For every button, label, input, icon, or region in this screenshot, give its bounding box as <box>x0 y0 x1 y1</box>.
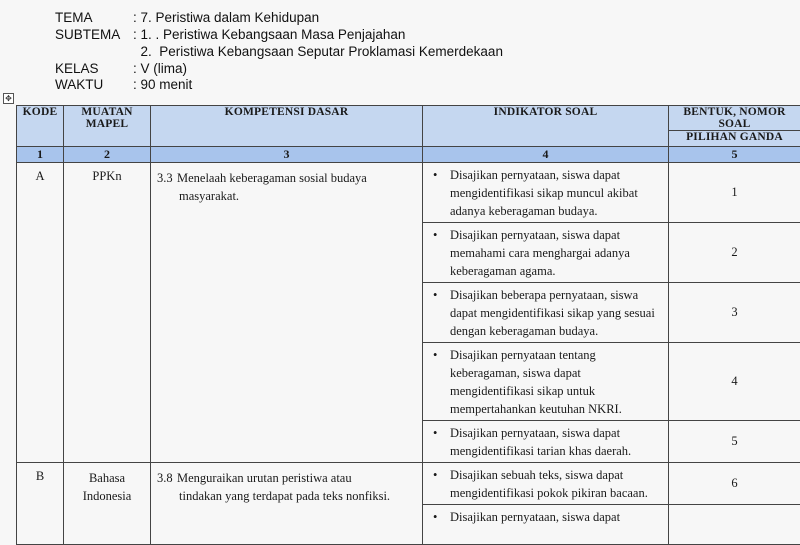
bullet-icon: • <box>433 424 437 442</box>
indikator-cell <box>423 163 669 223</box>
bullet-icon: • <box>433 166 437 184</box>
document-header <box>0 0 800 100</box>
bullet-icon: • <box>433 466 437 484</box>
kd-number: 3.8 <box>157 469 177 487</box>
nomor-soal-cell: 4 <box>669 343 800 421</box>
indikator-cell <box>423 343 669 421</box>
indikator-cell <box>423 223 669 283</box>
col-header-kompetensi: KOMPETENSI DASAR <box>151 106 423 147</box>
nomor-soal-cell: 3 <box>669 283 800 343</box>
col-header-indikator: INDIKATOR SOAL <box>423 106 669 147</box>
nomor-soal-cell: 6 <box>669 463 800 505</box>
kompetensi-cell <box>151 463 423 545</box>
indikator-text: Disajikan pernyataan tentang keberagaman, siswa dapat mengidentifikasi sikap untuk mempertahankan keutuhan NKRI. <box>450 348 622 416</box>
column-number-row <box>17 147 800 163</box>
header-label: KELAS <box>55 61 99 76</box>
indikator-text: Disajikan pernyataan, siswa dapat memahami cara menghargai adanya keberagaman agama. <box>450 228 630 278</box>
header-value: : 7. Peristiwa dalam Kehidupan <box>133 10 319 25</box>
bullet-icon: • <box>433 346 437 364</box>
header-value: 2. Peristiwa Kebangsaan Seputar Proklamasi Kemerdekaan <box>133 44 503 59</box>
muatan-cell: Bahasa Indonesia <box>64 463 151 545</box>
header-label: SUBTEMA <box>55 27 120 42</box>
nomor-soal-cell <box>669 505 800 545</box>
kd-text-line2: tindakan yang terdapat pada teks nonfiksi. <box>157 487 418 505</box>
header-row <box>17 106 800 131</box>
table-row <box>17 163 800 223</box>
nomor-soal-cell: 1 <box>669 163 800 223</box>
nomor-soal-cell: 2 <box>669 223 800 283</box>
header-value: : 90 menit <box>133 77 192 92</box>
indikator-text: Disajikan beberapa pernyataan, siswa dapat mengidentifikasi sikap yang sesuai dengan keberagaman budaya. <box>450 288 655 338</box>
indikator-cell <box>423 463 669 505</box>
col-header-pilihan: PILIHAN GANDA <box>669 131 800 147</box>
indikator-text: Disajikan pernyataan, siswa dapat mengidentifikasi tarian khas daerah. <box>450 426 631 458</box>
table-row <box>17 463 800 505</box>
kode-cell: A <box>17 163 64 463</box>
indikator-cell <box>423 421 669 463</box>
bullet-icon: • <box>433 226 437 244</box>
kompetensi-cell <box>151 163 423 463</box>
kisi-kisi-table <box>16 105 800 545</box>
indikator-text: Disajikan sebuah teks, siswa dapat mengidentifikasi pokok pikiran bacaan. <box>450 468 648 500</box>
kd-text-line2: masyarakat. <box>157 187 418 205</box>
move-icon[interactable]: ✥ <box>3 93 14 104</box>
kd-text-line1: Menguraikan urutan peristiwa atau <box>177 471 352 485</box>
col-header-kode: KODE <box>17 106 64 147</box>
header-label: TEMA <box>55 10 93 25</box>
column-number: 2 <box>64 147 151 163</box>
muatan-cell: PPKn <box>64 163 151 463</box>
col-header-bentuk: BENTUK, NOMOR SOAL <box>669 106 800 131</box>
bullet-icon: • <box>433 286 437 304</box>
header-value: : 1. . Peristiwa Kebangsaan Masa Penjajahan <box>133 27 405 42</box>
indikator-text: Disajikan pernyataan, siswa dapat <box>450 510 620 524</box>
nomor-soal-cell: 5 <box>669 421 800 463</box>
indikator-text: Disajikan pernyataan, siswa dapat mengidentifikasi sikap muncul akibat adanya keberagaman budaya. <box>450 168 638 218</box>
header-label: WAKTU <box>55 77 103 92</box>
header-value: : V (lima) <box>133 61 187 76</box>
column-number: 5 <box>669 147 800 163</box>
indikator-cell <box>423 505 669 545</box>
bullet-icon: • <box>433 508 437 526</box>
col-header-muatan: MUATAN MAPEL <box>64 106 151 147</box>
column-number: 4 <box>423 147 669 163</box>
kd-text-line1: Menelaah keberagaman sosial budaya <box>177 171 367 185</box>
kode-cell: B <box>17 463 64 545</box>
indikator-cell <box>423 283 669 343</box>
column-number: 3 <box>151 147 423 163</box>
column-number: 1 <box>17 147 64 163</box>
kd-number: 3.3 <box>157 169 177 187</box>
